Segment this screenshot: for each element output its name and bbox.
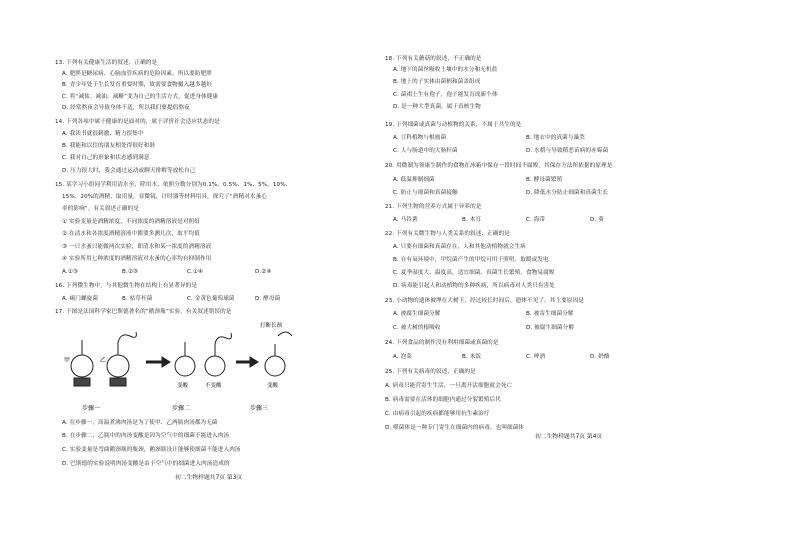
q15-statement-1: ① 实验变量是酒精浓度，不同浓度的酒精溶液是对照组 [62, 219, 200, 225]
q15-statement-3: ③ 一只水蚤只能做两次实验，即清水和某一浓度的酒精溶液 [62, 244, 212, 250]
question-16: 16. 下列微生物中，与其他微生物在结构上有显著异的是 [55, 283, 198, 289]
q14-option-b: B. 我能和以往的朋友相处得很好和谐 [62, 143, 156, 149]
result-label-2: 不变酸 [205, 383, 222, 389]
q22-option-b: B. 在有氧环境中，甲烷菌产生的甲烷可用于照明、取暖或发电 [393, 257, 549, 263]
q13-option-c: C. 将“减盐、减油、减糖”变为自己的生活方式，促进身体健康 [62, 94, 219, 100]
q16-option-c: C. 金黄色葡萄球菌 [187, 296, 235, 302]
question-21: 21. 下列生物的营养方式属于异养的是 [385, 204, 482, 210]
q17-option-c: C. 实验变量是弯曲鹅颈瓶的瓶颈，鹅颈瓶设计能够使细菌不能进入肉汤 [62, 447, 241, 453]
question-25: 25. 下列有关病毒的叙述，正确的是 [385, 369, 476, 375]
flask-label-jia: 甲 [64, 357, 71, 364]
step-label-1: 步骤一 [82, 405, 101, 412]
q23-option-c: C. 被大树的根吸收 [393, 325, 441, 331]
q23-option-a: A. 被腐生细菌分解 [393, 311, 441, 317]
q24-option-c: C. 啤酒 [526, 354, 546, 360]
q24-option-a: A. 泡菜 [393, 354, 412, 360]
q22-option-c: C. 夏季湿度大、温度高，适宜细菌、真菌生长繁殖，食物易腐败 [393, 270, 555, 276]
page-footer-right: 初二生物样题共7页 第4页 [535, 434, 603, 440]
q21-option-b: B. 木耳 [462, 217, 482, 223]
q16-option-d: D. 酵母菌 [255, 296, 281, 302]
question-22: 22. 下列有关微生物与人类关系的叙述，正确的是 [385, 231, 510, 237]
question-20: 20. 用微制为领康生制作的食物在冰箱中保存一段时间不腐败，其保存方法所依据的原理是 [385, 163, 613, 169]
q16-option-a: A. 痢门螺旋菌 [62, 296, 99, 302]
q15-statement-2: ② 在清水和各浓度酒精溶液中都要多测几次，取平均值 [62, 231, 200, 237]
question-14: 14. 下列各项中属于健康的是面对的，属于评价社会适应状态的是 [55, 119, 220, 125]
q19-option-a: A. 豆科植物与根瘤菌 [393, 135, 447, 141]
q18-option-c: C. 菌褶上生有孢子，孢子能发育成新个体 [393, 92, 498, 98]
question-18: 18. 下列有关蘑菇的叙述，不正确的是 [385, 56, 482, 62]
q14-option-a: A. 我读书就很刺激，精力很集中 [62, 131, 144, 137]
break-neck-label: 打断长颈 [260, 323, 283, 329]
question-23: 23. 小动物的遗体被埋在大树下，经过较长时间后，遗体不见了，其主要原因是 [385, 298, 584, 304]
q25-option-b: B. 病毒需要在活体的细胞内通过分裂繁殖后代 [385, 397, 501, 403]
q15-option-b: B.②③ [122, 269, 139, 275]
q18-option-d: D. 是一种大型真菌，属于真核生物 [393, 104, 481, 110]
q14-option-d: D. 压力很大时，我会通过运动或聊天排解等放松自己 [62, 168, 196, 174]
q24-option-b: B. 米饭 [462, 354, 482, 360]
q20-option-b: B. 酵母菌繁殖 [526, 177, 563, 183]
q23-option-d: D. 被腐生细菌分解 [526, 325, 575, 331]
q21-option-d: D. 葵 [590, 217, 604, 223]
q15-option-c: C.①④ [187, 269, 204, 275]
q22-option-a: A. 只要有细菌和真菌存在，人和其他动植物就会生病 [393, 244, 526, 250]
result-label-1: 变酸 [177, 383, 189, 389]
q25-option-a: A. 病毒只能营寄生生活，一旦离开活细胞就会死亡 [385, 383, 513, 389]
q19-option-c: C. 人与肠道中的大肠杆菌 [393, 148, 458, 154]
q21-option-c: C. 海带 [526, 217, 546, 223]
q15-option-d: D.②④ [255, 269, 272, 275]
q14-option-c: C. 我对自己的形象和状态感到满意 [62, 155, 150, 161]
q18-option-b: B. 地上的子实体由菌柄和菌盖组成 [393, 79, 481, 85]
q23-option-b: B. 被寄生细菌分解 [526, 311, 574, 317]
page-footer-left: 初二生物样题共7页 第3页 [175, 475, 243, 481]
q25-option-d: D. 噬菌体是一种专门寄生在细菌内的病毒，也叫细菌体 [385, 425, 525, 431]
question-19: 19. 下列细菌或真菌与动植物的关系，不属于共生的是 [385, 122, 522, 128]
q21-option-a: A. 马铃薯 [393, 217, 418, 223]
q13-option-a: A. 肥胖是糖尿病、心脑血管疾病的危险因素，所以要防肥胖 [62, 71, 212, 77]
q16-option-b: B. 枯草杆菌 [122, 296, 153, 302]
q20-option-c: C. 防止与细菌和真菌接触 [393, 190, 458, 196]
step-label-3: 步骤三 [250, 405, 269, 412]
result-label-3: 变酸 [267, 383, 279, 389]
question-15-cont2: 率的影响”。有关叙述正确的是 [62, 206, 140, 212]
question-13: 13. 下列有关健康生活的叙述，正确的是 [55, 60, 158, 66]
q24-option-d: D. 奶酪 [590, 354, 610, 360]
swan-neck-flask-diagram [60, 318, 300, 413]
q19-option-d: D. 水稻与导致稻恶苗病的赤霉菌 [526, 148, 609, 154]
question-17: 17. 下图是法国科学家巴斯德著名的“鹅颈瓶”实验，有关叙述错误的是 [55, 309, 232, 315]
q25-option-c: C. 由病毒引起的疾病都能够用抗生素治疗 [385, 411, 490, 417]
q19-option-b: B. 地衣中的真菌与藻类 [526, 135, 585, 141]
q22-option-d: D. 病毒能引起人和动植物的多种疾病，所以病毒对人类只有害处 [393, 283, 555, 289]
question-15: 15. 某学习小组同学利用清水至，除用水，依照分数分别为0.1%、0.5%、1%、5%、10%、 [55, 182, 292, 188]
q13-option-d: D. 经常熬夜会导致身体不适，所以我们要提倡熬夜 [62, 105, 190, 111]
question-24: 24. 下列食品的制作没有利用细菌或真菌的是 [385, 340, 499, 346]
q17-option-d: D. 巴斯德的实验说明肉汤变酸是由于空气中的细菌进入肉汤造成的 [62, 461, 230, 467]
q13-option-b: B. 青少年处于生长发育重要时期，故需要食物摄入越多越好 [62, 82, 213, 88]
q15-option-a: A.①③ [62, 269, 78, 275]
step-label-2: 步骤二 [172, 405, 191, 412]
q17-option-b: B. 在步骤二，乙瓶中的肉汤变酸是因为空气中的细菌不能进入肉汤 [62, 433, 230, 439]
q20-option-d: D. 降低水分防止细菌和真菌生长 [526, 190, 609, 196]
question-15-cont: 15%、20%的酒精，取用量，显微镜，计时器等材料用具，探究了“酒精对水蚤心 [62, 194, 267, 200]
q15-statement-4: ④ 实验所用七种浓度的酒精溶液对水蚤的心率均有抑制作用 [62, 256, 212, 262]
q17-option-a: A. 在步骤一，高温煮沸肉汤是为了使甲、乙两瓶肉汤都为无菌 [62, 420, 218, 426]
flask-label-yi: 乙 [100, 357, 107, 364]
q20-option-a: A. 低温抑制细菌 [393, 177, 435, 183]
q18-option-a: A. 地下的菌丝吸收土壤中的水分和无机盐 [393, 67, 498, 73]
